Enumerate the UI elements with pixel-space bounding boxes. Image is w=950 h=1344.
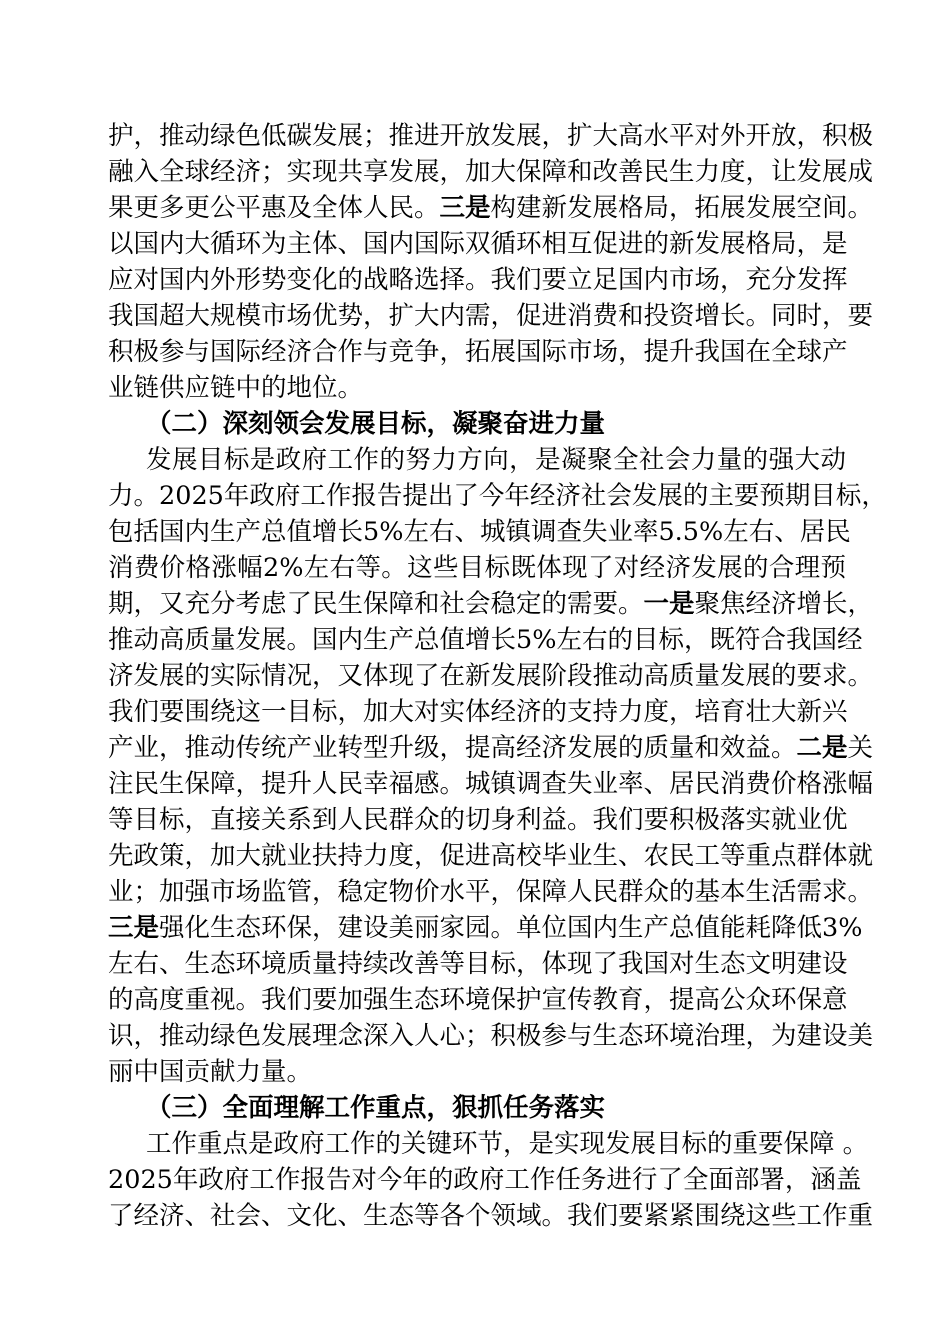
paragraph-line: 工作重点是政府工作的关键环节，是实现发展目标的重要保障 。 bbox=[146, 1129, 869, 1159]
paragraph-line: 业；加强市场监管，稳定物价水平，保障人民群众的基本生活需求。 bbox=[108, 877, 874, 907]
text-run: 关 bbox=[847, 733, 874, 763]
paragraph-line: 我国超大规模市场优势，扩大内需，促进消费和投资增长。同时，要 bbox=[108, 301, 874, 331]
bold-marker: 一是 bbox=[643, 589, 695, 619]
paragraph-line: 包括国内生产总值增长5%左右、城镇调查失业率5.5%左右、居民 bbox=[108, 517, 851, 547]
document-page bbox=[108, 0, 887, 1344]
paragraph-line: 丽中国贡献力量。 bbox=[108, 1057, 313, 1087]
paragraph-line: 融入全球经济；实现共享发展，加大保障和改善民生力度，让发展成 bbox=[108, 157, 874, 187]
paragraph-line: 护，推动绿色低碳发展；推进开放发展，扩大高水平对外开放，积极 bbox=[108, 121, 874, 151]
paragraph-line bbox=[108, 730, 874, 766]
bold-marker: 二是 bbox=[796, 733, 848, 763]
bold-marker: 三是 bbox=[439, 193, 491, 223]
paragraph-line: 2025年政府工作报告对今年的政府工作任务进行了全面部署，涵盖 bbox=[108, 1165, 862, 1195]
paragraph-line: 识，推动绿色发展理念深入人心；积极参与生态环境治理，为建设美 bbox=[108, 1021, 874, 1051]
paragraph-line: 应对国内外形势变化的战略选择。我们要立足国内市场，充分发挥 bbox=[108, 265, 848, 295]
section-heading: （二）深刻领会发展目标，凝聚奋进力量 bbox=[146, 409, 606, 439]
text-run: 强化生态环保，建设美丽家园。单位国内生产总值能耗降低3% bbox=[159, 913, 863, 943]
paragraph-line: 以国内大循环为主体、国内国际双循环相互促进的新发展格局，是 bbox=[108, 229, 848, 259]
paragraph-line: 注民生保障，提升人民幸福感。城镇调查失业率、居民消费价格涨幅 bbox=[108, 769, 874, 799]
text-run: 产业，推动传统产业转型升级，提高经济发展的质量和效益。 bbox=[108, 733, 797, 763]
text-run: 果更多更公平惠及全体人民。 bbox=[108, 193, 440, 223]
paragraph-line: 积极参与国际经济合作与竞争，拓展国际市场，提升我国在全球产 bbox=[108, 337, 848, 367]
paragraph-line: 的高度重视。我们要加强生态环境保护宣传教育，提高公众环保意 bbox=[108, 985, 848, 1015]
paragraph-line: 了经济、社会、文化、生态等各个领域。我们要紧紧围绕这些工作重 bbox=[108, 1201, 874, 1231]
paragraph-line: 左右、生态环境质量持续改善等目标，体现了我国对生态文明建设 bbox=[108, 949, 848, 979]
text-run: 聚焦经济增长， bbox=[694, 589, 874, 619]
paragraph-line bbox=[108, 190, 874, 226]
paragraph-line: 我们要围绕这一目标，加大对实体经济的支持力度，培育壮大新兴 bbox=[108, 697, 848, 727]
text-run: 构建新发展格局，拓展发展空间。 bbox=[490, 193, 874, 223]
paragraph-line: 发展目标是政府工作的努力方向，是凝聚全社会力量的强大动 bbox=[146, 445, 846, 475]
paragraph-line: 力。2025年政府工作报告提出了今年经济社会发展的主要预期目标， bbox=[108, 481, 887, 511]
paragraph-line: 等目标，直接关系到人民群众的切身利益。我们要积极落实就业优 bbox=[108, 805, 848, 835]
paragraph-line: 业链供应链中的地位。 bbox=[108, 373, 364, 403]
paragraph-line: 济发展的实际情况，又体现了在新发展阶段推动高质量发展的要求。 bbox=[108, 661, 874, 691]
paragraph-line: 推动高质量发展。国内生产总值增长5%左右的目标，既符合我国经 bbox=[108, 625, 863, 655]
bold-marker: 三是 bbox=[108, 913, 160, 943]
paragraph-line bbox=[108, 910, 863, 946]
section-heading: （三）全面理解工作重点，狠抓任务落实 bbox=[146, 1093, 606, 1123]
paragraph-line bbox=[108, 586, 874, 622]
text-run: 期，又充分考虑了民生保障和社会稳定的需要。 bbox=[108, 589, 644, 619]
paragraph-line: 先政策，加大就业扶持力度，促进高校毕业生、农民工等重点群体就 bbox=[108, 841, 874, 871]
paragraph-line: 消费价格涨幅2%左右等。这些目标既体现了对经济发展的合理预 bbox=[108, 553, 846, 583]
